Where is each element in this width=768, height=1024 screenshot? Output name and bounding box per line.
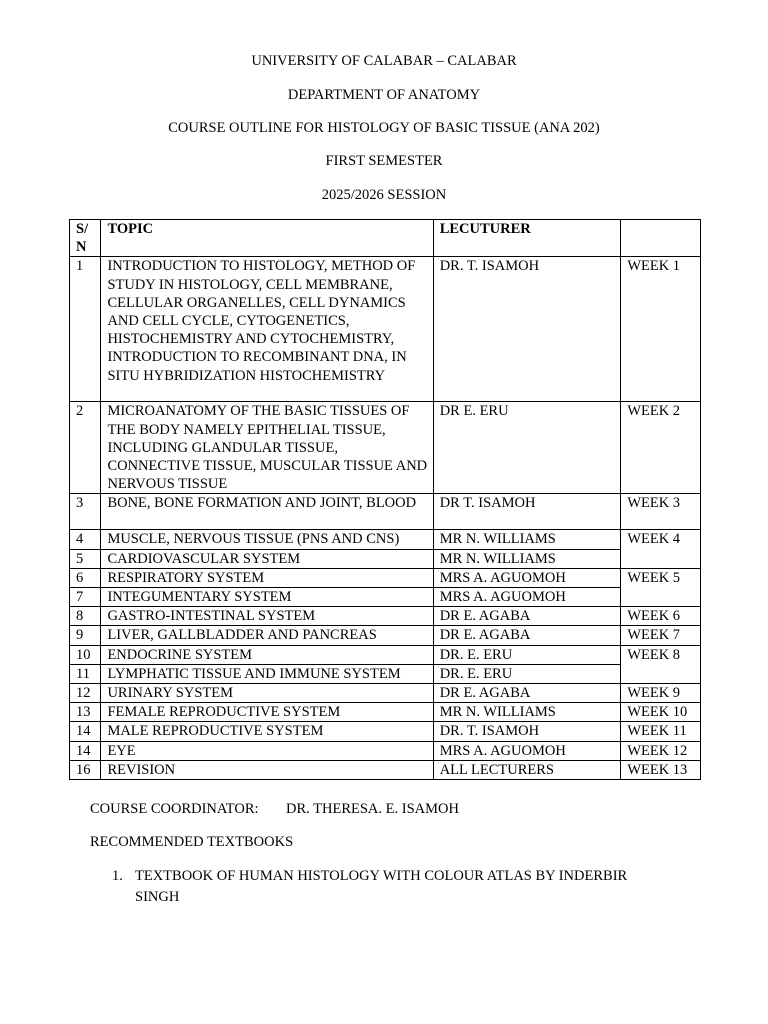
row-topic: LYMPHATIC TISSUE AND IMMUNE SYSTEM (101, 664, 433, 683)
row-sn: 5 (70, 549, 101, 568)
row-lecturer: ALL LECTURERS (433, 760, 621, 779)
row-lecturer: DR E. AGABA (433, 607, 621, 626)
row-week: WEEK 13 (621, 760, 701, 779)
row-sn: 1 (70, 257, 101, 402)
table-row (70, 402, 701, 494)
table-header-row (70, 220, 701, 257)
row-lecturer: DR E. AGABA (433, 626, 621, 645)
row-topic: FEMALE REPRODUCTIVE SYSTEM (101, 703, 433, 722)
row-topic: RESPIRATORY SYSTEM (101, 568, 433, 587)
row-lecturer: MR N. WILLIAMS (433, 703, 621, 722)
recommended-textbooks-heading: RECOMMENDED TEXTBOOKS (90, 834, 294, 850)
row-lecturer: DR E. AGABA (433, 684, 621, 703)
table-row (70, 645, 701, 664)
row-week: WEEK 7 (621, 626, 701, 645)
row-sn: 14 (70, 722, 101, 741)
row-sn: 8 (70, 607, 101, 626)
row-lecturer: DR T. ISAMOH (433, 494, 621, 530)
row-sn: 9 (70, 626, 101, 645)
row-topic: BONE, BONE FORMATION AND JOINT, BLOOD (101, 494, 433, 530)
row-sn: 13 (70, 703, 101, 722)
row-lecturer: MRS A. AGUOMOH (433, 568, 621, 587)
university-title: UNIVERSITY OF CALABAR – CALABAR (251, 53, 517, 69)
course-coordinator (90, 800, 459, 818)
row-sn: 12 (70, 684, 101, 703)
semester-label: FIRST SEMESTER (325, 153, 443, 169)
coordinator-name: DR. THERESA. E. ISAMOH (286, 801, 459, 817)
table-row (70, 549, 701, 568)
row-topic: EYE (101, 741, 433, 760)
row-topic: MUSCLE, NERVOUS TISSUE (PNS AND CNS) (101, 530, 433, 549)
table-row (70, 684, 701, 703)
row-week: WEEK 3 (621, 494, 701, 530)
table-row (70, 257, 701, 402)
table-row (70, 494, 701, 530)
table-row (70, 741, 701, 760)
table-row (70, 760, 701, 779)
row-topic: LIVER, GALLBLADDER AND PANCREAS (101, 626, 433, 645)
row-sn: 14 (70, 741, 101, 760)
row-topic: REVISION (101, 760, 433, 779)
row-lecturer: DR E. ERU (433, 402, 621, 494)
row-week: WEEK 2 (621, 402, 701, 494)
row-topic: MICROANATOMY OF THE BASIC TISSUES OF THE BODY NAMELY EPITHELIAL TISSUE, INCLUDING GLANDULAR TISSUE, CONNECTIVE TISSUE, MUSCULAR TISSUE AND NERVOUS TISSUE (101, 402, 433, 494)
course-title: COURSE OUTLINE FOR HISTOLOGY OF BASIC TISSUE (ANA 202) (168, 120, 600, 136)
row-sn: 3 (70, 494, 101, 530)
department-title: DEPARTMENT OF ANATOMY (287, 87, 481, 103)
row-lecturer: MRS A. AGUOMOH (433, 741, 621, 760)
header-sn: S/ N (70, 220, 101, 257)
row-sn: 7 (70, 588, 101, 607)
textbook-list-item (112, 866, 672, 908)
row-sn: 6 (70, 568, 101, 587)
row-sn: 16 (70, 760, 101, 779)
row-topic: CARDIOVASCULAR SYSTEM (101, 549, 433, 568)
row-topic: URINARY SYSTEM (101, 684, 433, 703)
row-week: WEEK 8 (621, 645, 701, 683)
header-lecturer: LECUTURER (433, 220, 621, 257)
row-sn: 4 (70, 530, 101, 549)
table-row (70, 626, 701, 645)
header-week (621, 220, 701, 257)
row-topic: ENDOCRINE SYSTEM (101, 645, 433, 664)
table-row (70, 588, 701, 607)
row-week: WEEK 9 (621, 684, 701, 703)
table-row (70, 703, 701, 722)
coordinator-label: COURSE COORDINATOR: (90, 801, 259, 817)
row-topic: MALE REPRODUCTIVE SYSTEM (101, 722, 433, 741)
session-label: 2025/2026 SESSION (321, 187, 447, 203)
row-sn: 2 (70, 402, 101, 494)
textbook-number: 1. (112, 868, 123, 884)
row-week: WEEK 4 (621, 530, 701, 568)
header-topic: TOPIC (101, 220, 433, 257)
row-lecturer: DR. E. ERU (433, 664, 621, 683)
row-week: WEEK 5 (621, 568, 701, 606)
row-lecturer: DR. T. ISAMOH (433, 722, 621, 741)
row-week: WEEK 6 (621, 607, 701, 626)
table-row (70, 722, 701, 741)
row-topic: INTEGUMENTARY SYSTEM (101, 588, 433, 607)
row-lecturer: MR N. WILLIAMS (433, 530, 621, 549)
row-week: WEEK 12 (621, 741, 701, 760)
row-lecturer: DR. T. ISAMOH (433, 257, 621, 402)
row-lecturer: MR N. WILLIAMS (433, 549, 621, 568)
row-lecturer: MRS A. AGUOMOH (433, 588, 621, 607)
table-row (70, 530, 701, 549)
row-week: WEEK 10 (621, 703, 701, 722)
row-topic: GASTRO-INTESTINAL SYSTEM (101, 607, 433, 626)
table-row (70, 568, 701, 587)
table-row (70, 607, 701, 626)
row-week: WEEK 1 (621, 257, 701, 402)
row-lecturer: DR. E. ERU (433, 645, 621, 664)
row-week: WEEK 11 (621, 722, 701, 741)
table-row (70, 664, 701, 683)
row-sn: 10 (70, 645, 101, 664)
course-outline-table (69, 219, 701, 780)
row-sn: 11 (70, 664, 101, 683)
row-topic: INTRODUCTION TO HISTOLOGY, METHOD OF STUDY IN HISTOLOGY, CELL MEMBRANE, CELLULAR ORGANELLES, CELL DYNAMICS AND CELL CYCLE, CYTOGENETICS, HISTOCHEMISTRY AND CYTOCHEMISTRY, INTRODUCTION TO RECOMBINANT DNA, IN SITU HYBRIDIZATION HISTOCHEMISTRY (101, 257, 433, 402)
textbook-title: TEXTBOOK OF HUMAN HISTOLOGY WITH COLOUR ATLAS BY INDERBIR SINGH (135, 868, 628, 905)
